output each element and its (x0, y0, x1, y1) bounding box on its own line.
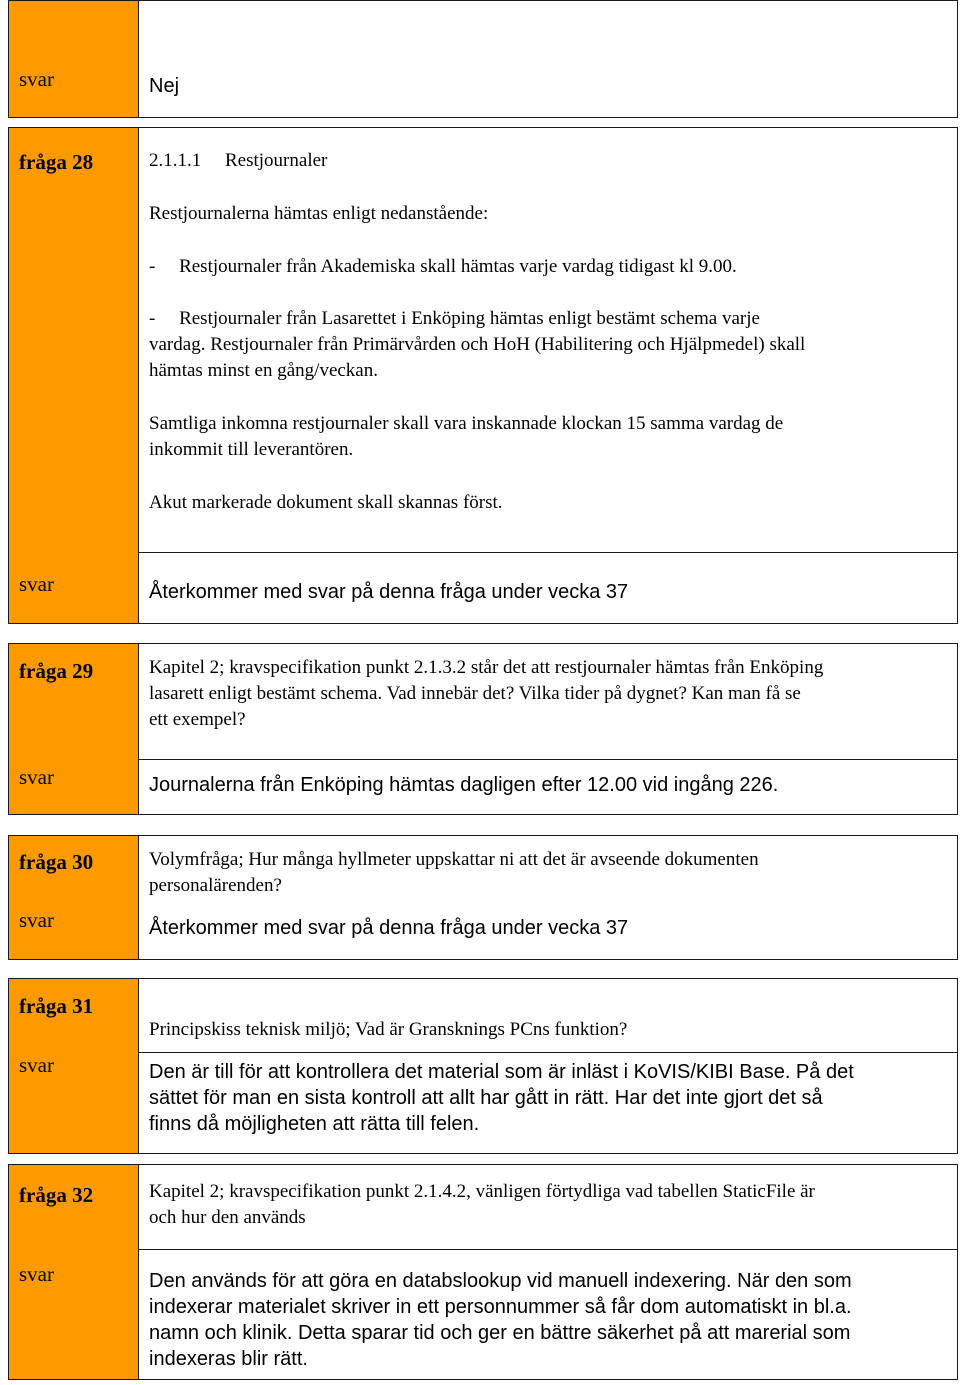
bullet-line: hämtas minst en gång/veckan. (149, 360, 378, 381)
question-label: fråga 30 (19, 850, 94, 874)
divider (139, 759, 957, 760)
answer-text: Återkommer med svar på denna fråga under vecka 37 (149, 917, 629, 939)
label-column (9, 836, 139, 959)
answer-line: finns då möjligheten att rätta till felen. (149, 1113, 480, 1135)
divider (139, 1249, 957, 1250)
paragraph-line: Akut markerade dokument skall skannas först. (149, 492, 503, 513)
svar-label: svar (19, 765, 54, 789)
question-block-29 (8, 643, 958, 815)
label-column (9, 128, 139, 623)
section-heading: 2.1.1.1 Restjournaler (149, 150, 328, 171)
label-column (9, 979, 139, 1153)
question-block-32 (8, 1164, 958, 1380)
question-line: Kapitel 2; kravspecifikation punkt 2.1.3.2 står det att restjournaler hämtas från Enköping (149, 657, 824, 678)
answer-line: Den används för att göra en databslookup vid manuell indexering. När den som (149, 1270, 852, 1292)
answer-line: sättet för man en sista kontroll att allt har gått in rätt. Har det inte gjort det så (149, 1087, 823, 1109)
question-label: fråga 28 (19, 150, 94, 174)
question-label: fråga 29 (19, 659, 94, 683)
divider (139, 1052, 957, 1053)
svar-label: svar (19, 572, 54, 596)
answer-line: namn och klinik. Detta sparar tid och ger en bättre säkerhet på att marerial som (149, 1322, 851, 1344)
question-line: Kapitel 2; kravspecifikation punkt 2.1.4.2, vänligen förtydliga vad tabellen StaticFile är (149, 1181, 815, 1202)
label-column (9, 1, 139, 117)
answer-text: Återkommer med svar på denna fråga under vecka 37 (149, 581, 629, 603)
question-label: fråga 32 (19, 1183, 94, 1207)
bullet-line: - Restjournaler från Lasarettet i Enköping hämtas enligt bestämt schema varje (149, 308, 760, 329)
answer-text: Nej (149, 75, 180, 97)
question-label: fråga 31 (19, 994, 94, 1018)
bullet-line: - Restjournaler från Akademiska skall hämtas varje vardag tidigast kl 9.00. (149, 256, 737, 277)
question-line: Volymfråga; Hur många hyllmeter uppskattar ni att det är avseende dokumenten (149, 849, 759, 870)
question-block-28 (8, 127, 958, 624)
question-text: Principskiss teknisk miljö; Vad är Gransknings PCns funktion? (149, 1019, 628, 1040)
svar-label: svar (19, 1262, 54, 1286)
divider (139, 552, 957, 553)
paragraph-line: Samtliga inkomna restjournaler skall vara inskannade klockan 15 samma vardag de (149, 413, 784, 434)
question-line: lasarett enligt bestämt schema. Vad innebär det? Vilka tider på dygnet? Kan man få se (149, 683, 801, 704)
svar-label: svar (19, 908, 54, 932)
answer-block-top (8, 0, 958, 118)
svar-label: svar (19, 1053, 54, 1077)
label-column (9, 1165, 139, 1379)
svar-label: svar (19, 67, 54, 91)
bullet-line: vardag. Restjournaler från Primärvården och HoH (Habilitering och Hjälpmedel) skall (149, 334, 806, 355)
intro-text: Restjournalerna hämtas enligt nedanstående: (149, 203, 489, 224)
question-line: ett exempel? (149, 709, 246, 730)
answer-line: indexeras blir rätt. (149, 1348, 308, 1370)
question-block-30 (8, 835, 958, 960)
paragraph-line: inkommit till leverantören. (149, 439, 354, 460)
label-column (9, 644, 139, 814)
answer-text: Journalerna från Enköping hämtas dagligen efter 12.00 vid ingång 226. (149, 774, 779, 796)
question-line: och hur den används (149, 1207, 306, 1228)
question-block-31 (8, 978, 958, 1154)
question-line: personalärenden? (149, 875, 282, 896)
answer-line: Den är till för att kontrollera det material som är inläst i KoVIS/KIBI Base. På det (149, 1061, 854, 1083)
answer-line: indexerar materialet skriver in ett personnummer så får dom automatiskt in bl.a. (149, 1296, 852, 1318)
